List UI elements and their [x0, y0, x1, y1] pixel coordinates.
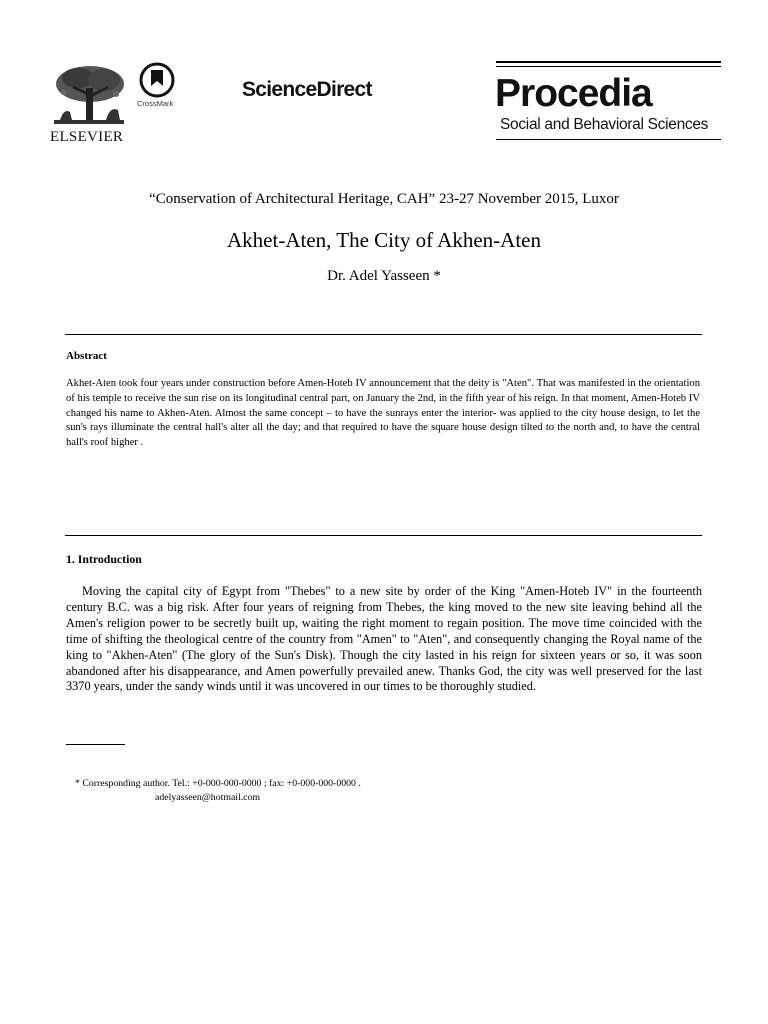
abstract-top-rule	[65, 334, 702, 335]
author-email[interactable]: adelyasseen@hotmail.com	[155, 792, 261, 803]
paper-title: Akhet-Aten, The City of Akhen-Aten	[227, 228, 541, 252]
journal-subtitle: Social and Behavioral Sciences	[500, 116, 709, 133]
journal-rule-bottom	[496, 139, 721, 140]
footnote-rule	[66, 744, 125, 745]
elsevier-logo	[50, 62, 130, 146]
abstract-heading: Abstract	[66, 350, 107, 362]
introduction-paragraph: Moving the capital city of Egypt from "Thebes" to a new site by order of the King "Amen-Hoteb IV" in the fourteenth century B.C. was a big risk. After four years of reigning from Thebes, the king moved to the new site leaving behind all the Amen's religion power to be secretly built up, waiting the right moment to regain position. The move time coincided with the time of shifting the theological centre of the country from "Amen" to "Aten", and consequently changing the Royal name of the king to "Akhen-Aten" (The glory of the Sun's Disk). Though the city lasted in his reign for sixteen years or so, it was soon abandoned after his disappearance, and Amen powerfully prevailed anew. Thanks God, the city was well preserved for the last 3370 years, under the sandy winds until it was uncovered in our times to be thoroughly studied.	[66, 584, 702, 694]
author-line: Dr. Adel Yasseen *	[327, 268, 441, 284]
crossmark-icon	[139, 62, 175, 98]
crossmark-label: CrossMark	[137, 99, 174, 108]
sciencedirect-logo[interactable]: ScienceDirect	[242, 78, 372, 101]
corresponding-author-note: * Corresponding author. Tel.: +0-000-000-0000 ; fax: +0-000-000-0000 .	[75, 778, 361, 789]
crossmark-logo[interactable]	[137, 62, 187, 108]
abstract-text: Akhet-Aten took four years under construction before Amen-Hoteb IV announcement that the deity is "Aten". That was manifested in the orientation of his temple to receive the sun rise on its longitudinal central part, on January the 2nd, in the fifth year of his reign. In that moment, Amen-Hoteb IV changed his name to Akhen-Aten. Almost the same concept – to have the sunrays enter the interior- was applied to the city house design, to let the sun's rays illuminate the central hall's alter all the day; and that required to have the square house design tilted to the north and, to have the central hall's roof higher .	[66, 378, 700, 449]
section-heading-introduction: 1. Introduction	[66, 552, 142, 566]
elsevier-wordmark: ELSEVIER	[50, 129, 124, 145]
journal-rule-top-thin	[496, 66, 721, 67]
abstract-bottom-rule	[65, 535, 702, 536]
conference-line: “Conservation of Architectural Heritage, CAH” 23-27 November 2015, Luxor	[149, 191, 619, 207]
elsevier-tree-icon	[50, 62, 128, 128]
journal-title: Procedia	[495, 72, 652, 115]
journal-rule-top	[496, 61, 721, 63]
